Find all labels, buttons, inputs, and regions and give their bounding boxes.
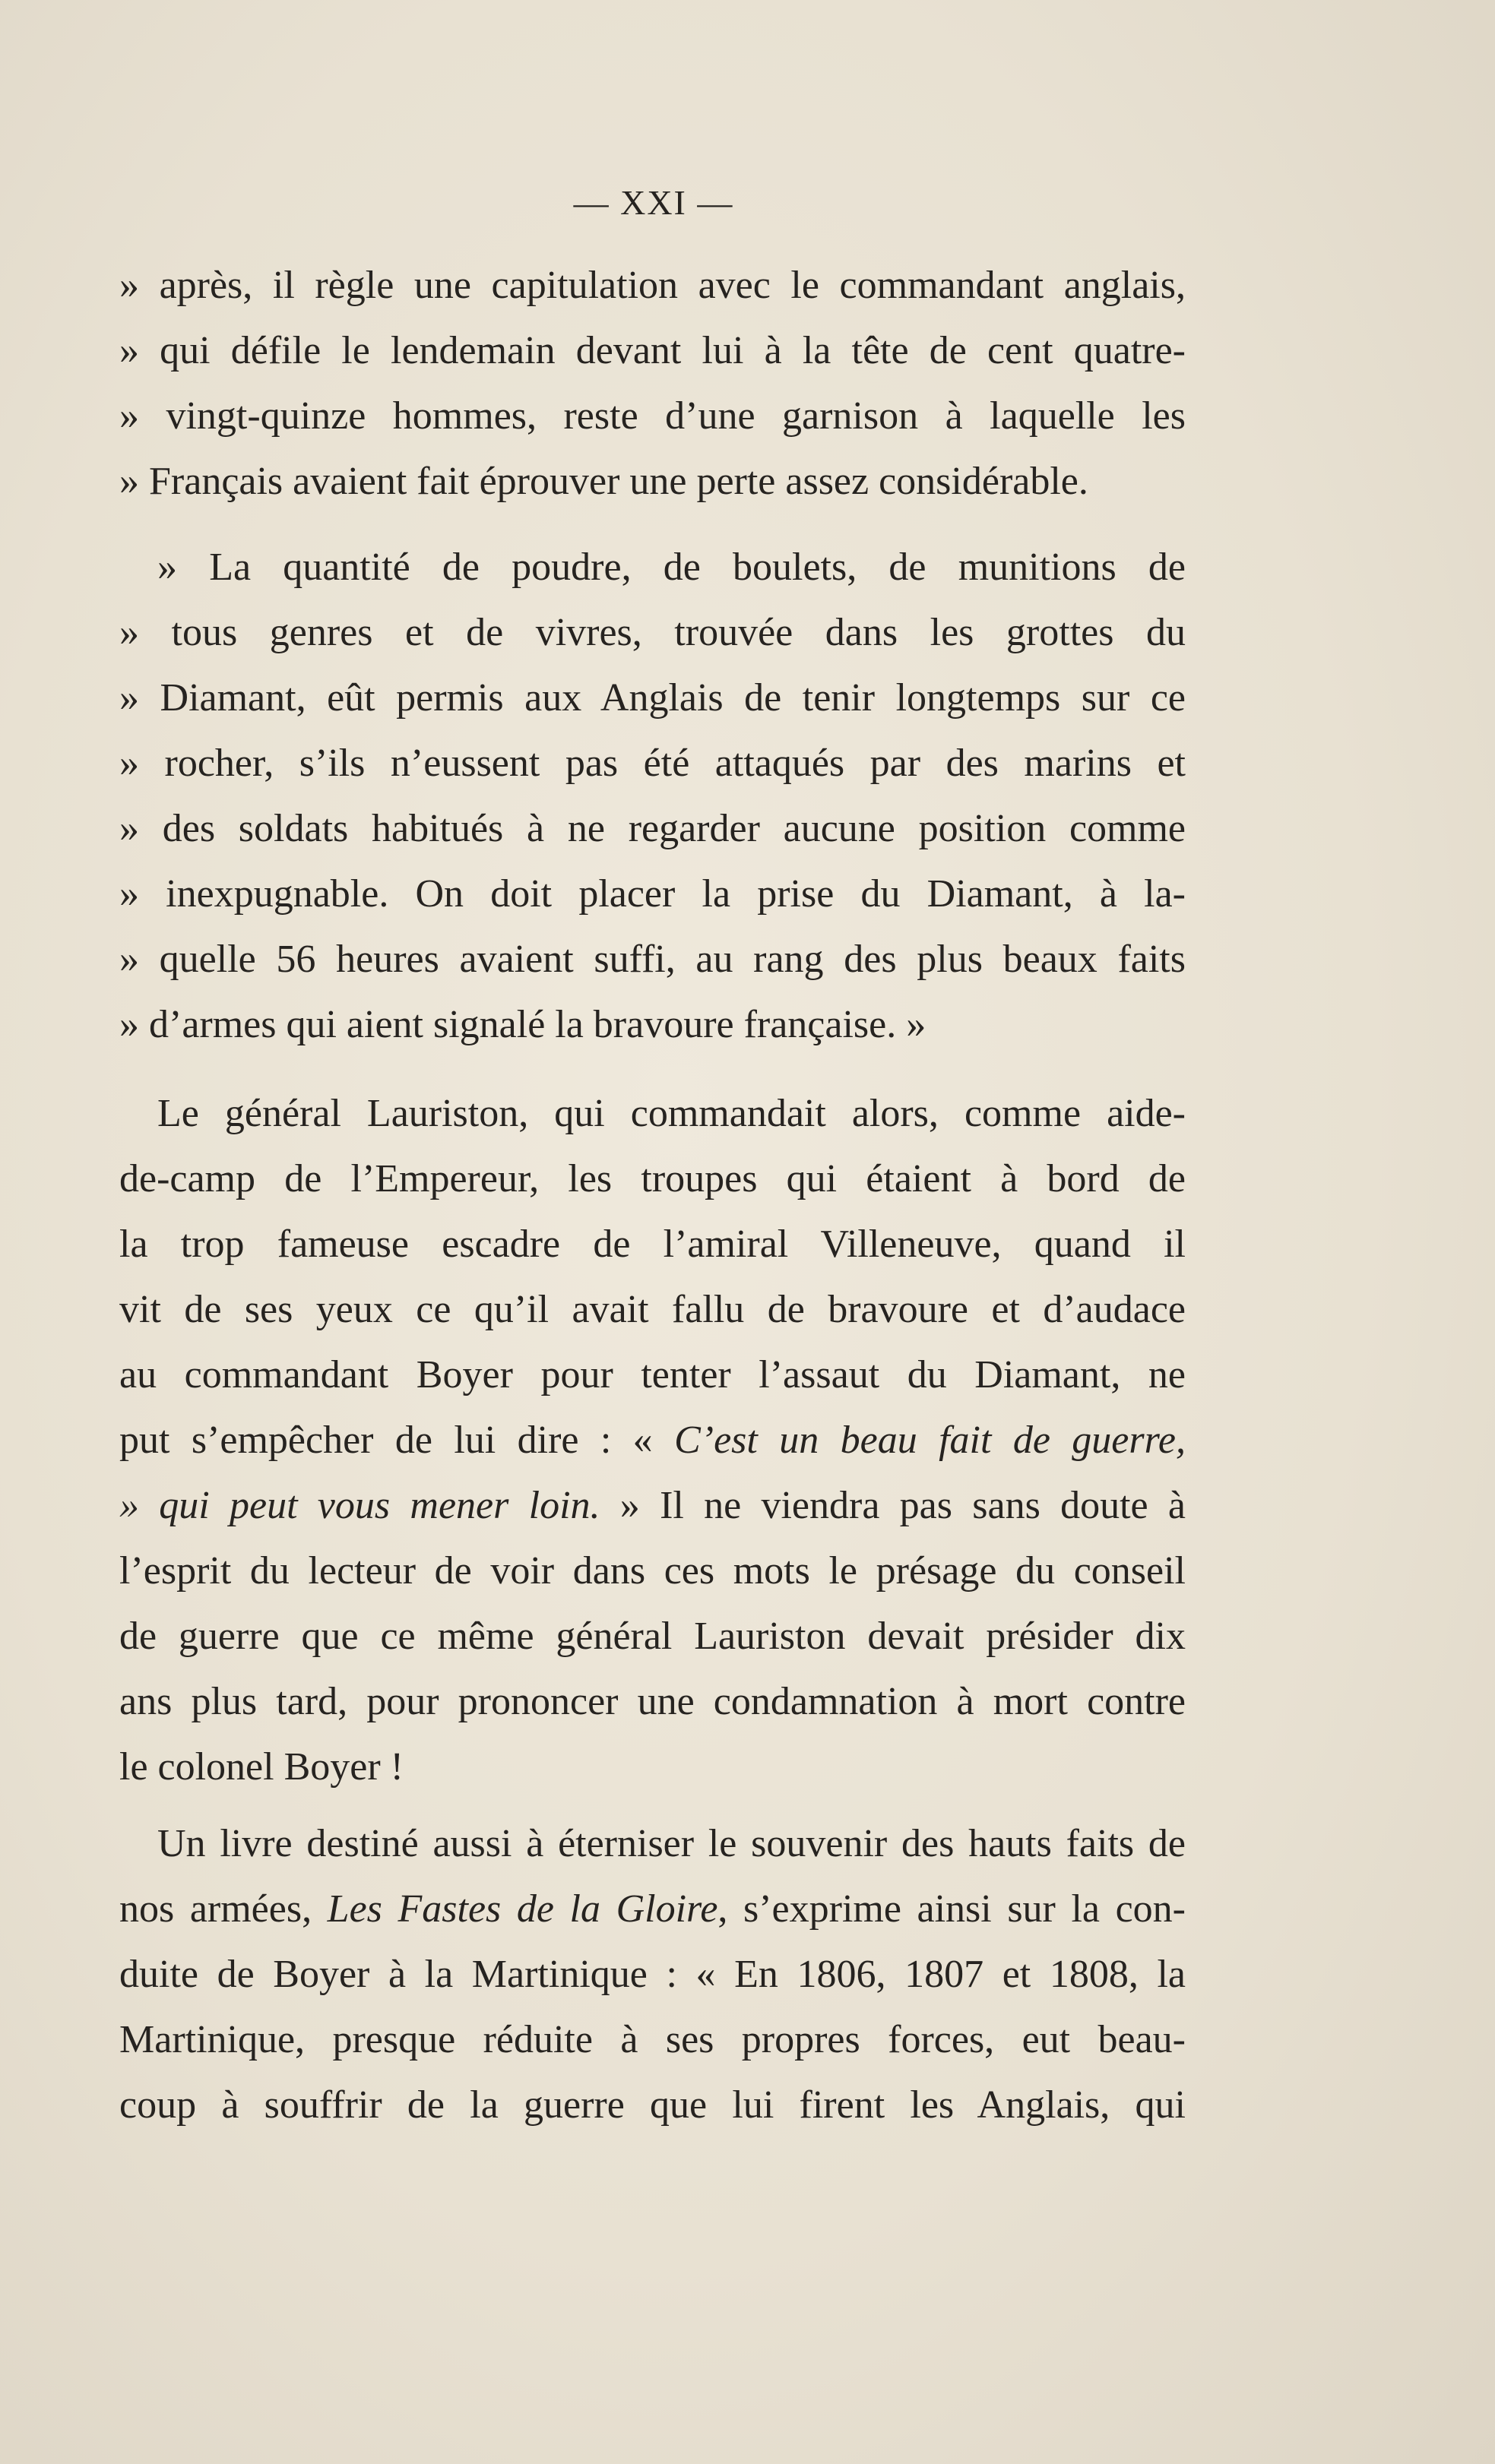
text-line: Le général Lauriston, qui commandait alors, comme aide- xyxy=(157,1092,1186,1135)
paragraph-quote-diamant xyxy=(119,535,1186,1058)
text-line: » d’armes qui aient signalé la bravoure française. » xyxy=(119,1003,926,1046)
text-line: » après, il règle une capitulation avec le commandant anglais, xyxy=(119,264,1186,307)
paragraph-quote-end xyxy=(119,253,1186,514)
book-title: Les Fastes de la Gloire xyxy=(327,1887,718,1931)
text-run: put s’empêcher de lui dire : « xyxy=(119,1419,675,1462)
text-run: » Il ne viendra pas sans doute à xyxy=(600,1484,1186,1527)
text-line: duite de Boyer à la Martinique : « En 1806, 1807 et 1808, la xyxy=(119,1953,1186,1996)
text-line: » rocher, s’ils n’eussent pas été attaqués par des marins et xyxy=(119,742,1186,785)
text-line: » qui défile le lendemain devant lui à la tête de cent quatre- xyxy=(119,329,1186,372)
text-line: le colonel Boyer ! xyxy=(119,1745,404,1789)
text-line: Un livre destiné aussi à éterniser le souvenir des hauts faits de xyxy=(157,1822,1186,1865)
paragraph-fastes xyxy=(119,1811,1186,2138)
text-line xyxy=(119,1408,1186,1473)
italic-quote: C’est un beau fait de guerre, xyxy=(674,1419,1186,1462)
italic-quote: » qui peut vous mener loin. xyxy=(119,1484,600,1527)
text-line: » des soldats habitués à ne regarder aucune position comme xyxy=(119,807,1186,850)
text-line: l’esprit du lecteur de voir dans ces mots le présage du conseil xyxy=(119,1549,1186,1593)
text-line: » quelle 56 heures avaient suffi, au rang des plus beaux faits xyxy=(119,938,1186,981)
text-line: » Français avaient fait éprouver une perte assez considérable. xyxy=(119,460,1088,503)
text-line: de guerre que ce même général Lauriston devait présider dix xyxy=(119,1615,1186,1658)
page-number-header: — XXI — xyxy=(573,183,734,222)
text-line: » vingt-quinze hommes, reste d’une garnison à laquelle les xyxy=(119,394,1186,438)
text-line xyxy=(119,1877,1186,1942)
text-line: Martinique, presque réduite à ses propres forces, eut beau- xyxy=(119,2018,1186,2061)
text-run: nos armées, xyxy=(119,1887,328,1931)
paragraph-lauriston xyxy=(119,1081,1186,1800)
text-line: » tous genres et de vivres, trouvée dans les grottes du xyxy=(119,611,1186,654)
text-run: , s’exprime ainsi sur la con- xyxy=(717,1887,1186,1931)
text-line: la trop fameuse escadre de l’amiral Villeneuve, quand il xyxy=(119,1223,1186,1266)
text-line: » Diamant, eût permis aux Anglais de tenir longtemps sur ce xyxy=(119,676,1186,720)
text-line: au commandant Boyer pour tenter l’assaut du Diamant, ne xyxy=(119,1353,1186,1396)
text-line xyxy=(119,1473,1186,1539)
text-line: » inexpugnable. On doit placer la prise du Diamant, à la- xyxy=(119,872,1186,916)
text-line: vit de ses yeux ce qu’il avait fallu de bravoure et d’audace xyxy=(119,1288,1186,1331)
text-line: » La quantité de poudre, de boulets, de munitions de xyxy=(157,546,1186,589)
text-line: ans plus tard, pour prononcer une condamnation à mort contre xyxy=(119,1680,1186,1723)
text-line: de-camp de l’Empereur, les troupes qui étaient à bord de xyxy=(119,1157,1186,1200)
text-line: coup à souffrir de la guerre que lui firent les Anglais, qui xyxy=(119,2083,1186,2127)
